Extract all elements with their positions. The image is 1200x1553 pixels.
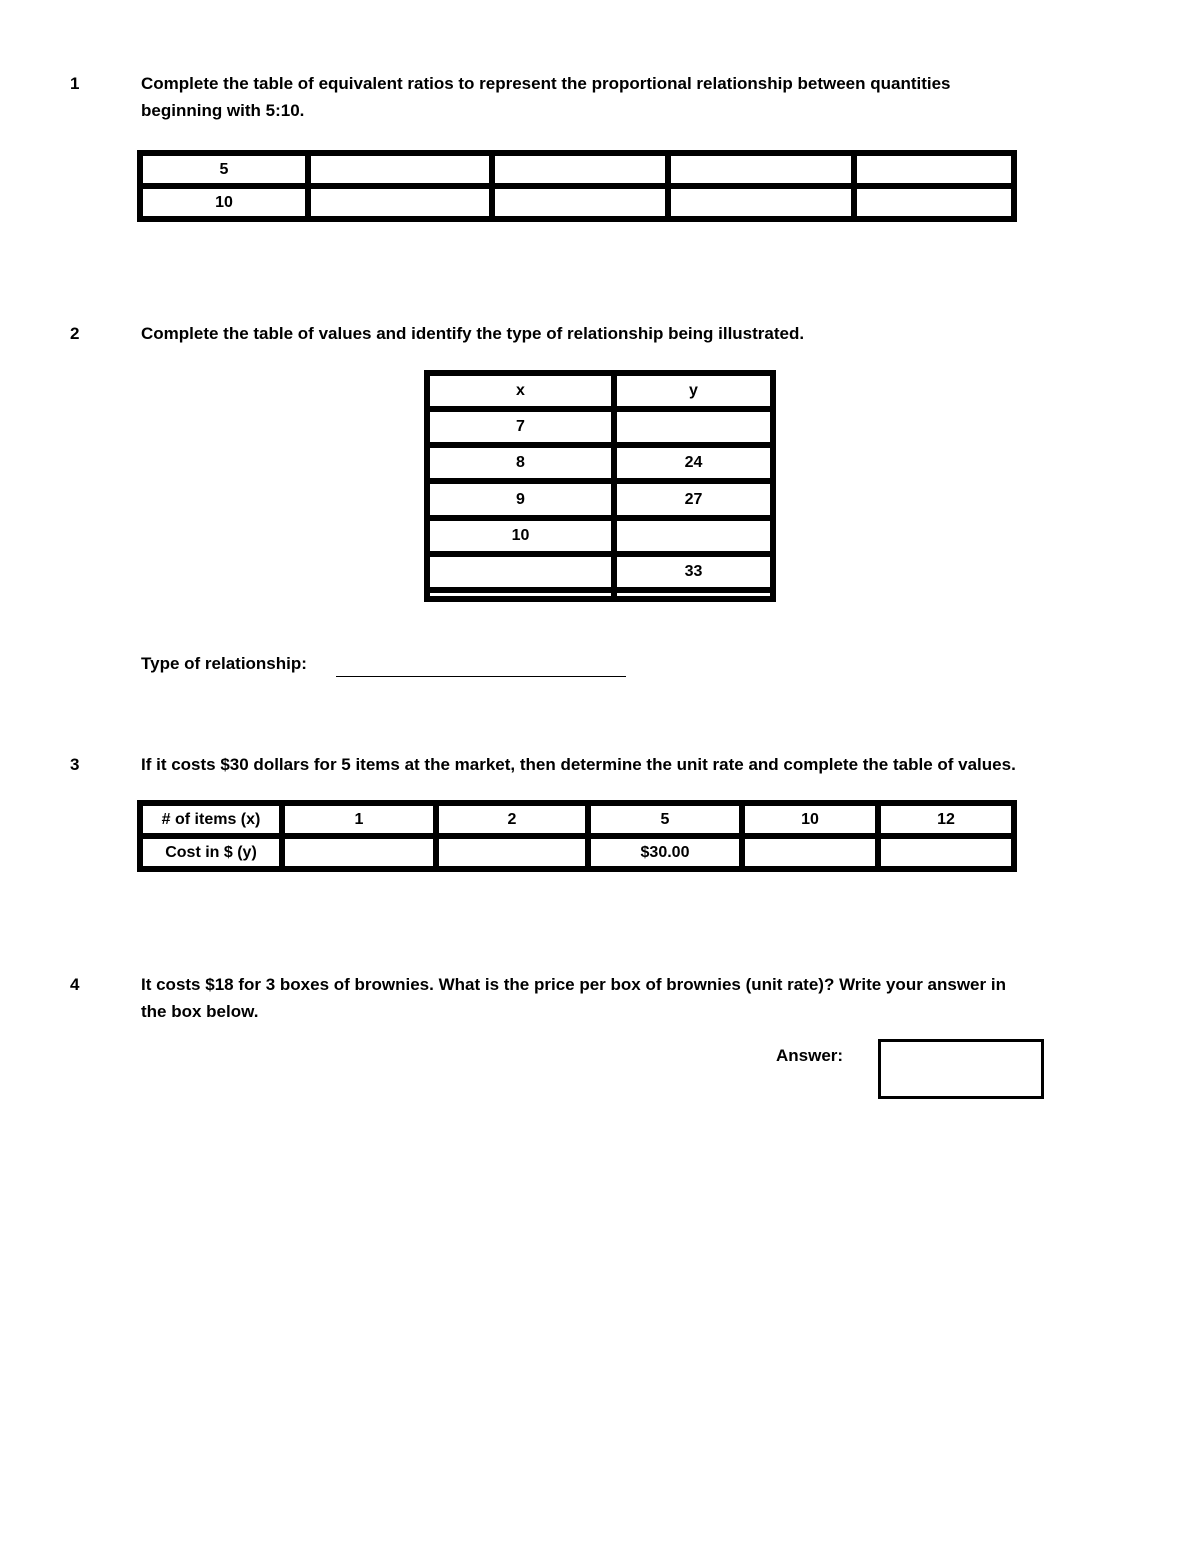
relationship-answer-line[interactable] [336, 676, 626, 677]
answer-box[interactable] [878, 1039, 1044, 1099]
table-cell[interactable] [878, 836, 1014, 869]
table-row [427, 445, 773, 481]
table-cell: 33 [614, 554, 773, 590]
question-4-text [141, 971, 1151, 1025]
question-4-number: 4 [70, 975, 80, 994]
table-header-row [427, 373, 773, 409]
table-cell: 9 [427, 481, 614, 517]
row-header-items: # of items (x) [140, 803, 282, 836]
table-cell[interactable] [436, 836, 588, 869]
table-cell: 27 [614, 481, 773, 517]
question-3-number: 3 [70, 755, 80, 774]
question-2-text: Complete the table of values and identify the type of relationship being illustrated. [141, 324, 805, 343]
question-2-number: 2 [70, 324, 80, 343]
question-1-text [141, 70, 1141, 124]
table-row [140, 836, 1014, 869]
row-header-cost: Cost in $ (y) [140, 836, 282, 869]
column-header-y: y [614, 373, 773, 409]
relationship-label: Type of relationship: [141, 654, 307, 673]
table-cell: 5 [588, 803, 742, 836]
answer-label: Answer: [776, 1046, 844, 1065]
equivalent-ratios-table [137, 150, 1017, 222]
table-row [427, 481, 773, 517]
table-cell[interactable] [427, 554, 614, 590]
table-cell: 7 [427, 409, 614, 445]
values-table [424, 370, 776, 602]
question-4-text-line-1: It costs $18 for 3 boxes of brownies. What is the price per box of brownies (unit rate)? Write your answer in [141, 975, 1006, 994]
question-1-text-line-2: beginning with 5:10. [141, 101, 305, 120]
unit-rate-table [137, 800, 1017, 872]
table-cell[interactable] [742, 836, 878, 869]
table-row [427, 518, 773, 554]
table-row [140, 186, 1014, 219]
table-cell[interactable] [854, 153, 1014, 186]
table-cell: 2 [436, 803, 588, 836]
table-cell[interactable] [668, 186, 854, 219]
table-cell[interactable] [308, 153, 492, 186]
table-cell[interactable] [492, 153, 668, 186]
question-1-number: 1 [70, 74, 80, 93]
table-row [427, 590, 773, 599]
table-cell: 10 [742, 803, 878, 836]
table-cell[interactable] [492, 186, 668, 219]
table-cell: $30.00 [588, 836, 742, 869]
table-cell: 12 [878, 803, 1014, 836]
table-cell: 10 [427, 518, 614, 554]
table-cell[interactable] [668, 153, 854, 186]
table-cell[interactable] [427, 590, 614, 599]
question-1-text-line-1: Complete the table of equivalent ratios to represent the proportional relationship between quantities [141, 74, 951, 93]
table-cell[interactable] [614, 409, 773, 445]
table-cell[interactable] [308, 186, 492, 219]
table-cell: 8 [427, 445, 614, 481]
table-row [140, 153, 1014, 186]
table-row [427, 554, 773, 590]
table-cell: 5 [140, 153, 308, 186]
table-row [427, 409, 773, 445]
question-3-text: If it costs $30 dollars for 5 items at the market, then determine the unit rate and complete the table of values. [141, 755, 1016, 774]
table-cell: 1 [282, 803, 436, 836]
table-cell[interactable] [614, 518, 773, 554]
table-cell[interactable] [854, 186, 1014, 219]
question-4-text-line-2: the box below. [141, 1002, 259, 1021]
table-cell[interactable] [614, 590, 773, 599]
column-header-x: x [427, 373, 614, 409]
table-cell[interactable] [282, 836, 436, 869]
table-cell: 10 [140, 186, 308, 219]
table-cell: 24 [614, 445, 773, 481]
table-row [140, 803, 1014, 836]
